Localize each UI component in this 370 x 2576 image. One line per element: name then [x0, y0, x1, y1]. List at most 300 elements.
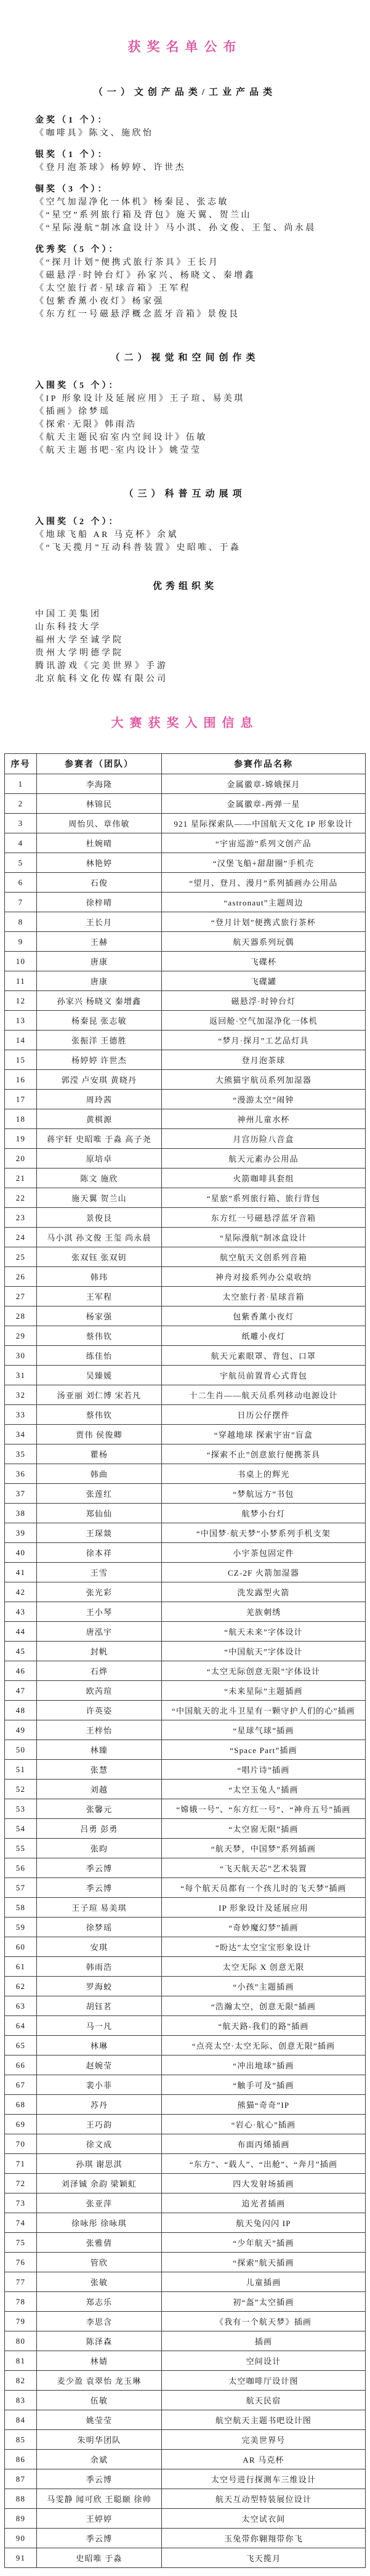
table-row — [5, 1287, 366, 1306]
table-row — [5, 2115, 366, 2134]
org-item: 腾讯游戏《完美世界》手游 — [35, 662, 168, 671]
cell-index: 77 — [5, 2272, 37, 2292]
cell-index: 23 — [5, 1208, 37, 1228]
table-row — [5, 1937, 366, 1957]
table-row — [5, 1977, 366, 1996]
cell-team: 王赫 — [37, 932, 162, 952]
cell-index: 82 — [5, 2371, 37, 2391]
org-item: 山东科技大学 — [35, 623, 102, 632]
cell-index: 89 — [5, 2509, 37, 2529]
cell-work: “探索不止”创意旅行便携茶具 — [162, 1444, 366, 1464]
cell-work: “盼达”太空宝宝形象设计 — [162, 1937, 366, 1957]
cell-work: “Space Part”插画 — [162, 1740, 366, 1760]
cell-work: 神舟对接系列办公桌收纳 — [162, 1267, 366, 1287]
cell-index: 22 — [5, 1188, 37, 1208]
cell-index: 54 — [5, 1819, 37, 1839]
cell-index: 47 — [5, 1681, 37, 1701]
cell-work: 《我有一个航天梦》插画 — [162, 2312, 366, 2331]
table-row — [5, 2430, 366, 2450]
cell-team: 李海隆 — [37, 774, 162, 794]
cell-team: 管欣 — [37, 2253, 162, 2272]
table-row — [5, 893, 366, 912]
cell-team: 王长月 — [37, 912, 162, 932]
table-row — [5, 2529, 366, 2548]
table-row — [5, 991, 366, 1011]
cell-work: “航天梦，中国梦”系列插画 — [162, 1839, 366, 1858]
cell-work: 儿童插画 — [162, 2272, 366, 2292]
cell-work: “星际漫航”制冰盒设计 — [162, 1228, 366, 1247]
cell-team: 吕勇 彭勇 — [37, 1819, 162, 1839]
cell-index: 16 — [5, 1070, 37, 1090]
award-entry: 《太空旅行者·星球音箱》王军程 — [35, 284, 191, 293]
cell-team: 张光彩 — [37, 1582, 162, 1602]
cell-team: 蔡伟钦 — [37, 1326, 162, 1346]
cell-work: “唱片诗”插画 — [162, 1760, 366, 1780]
cell-work: “星球气球”插画 — [162, 1720, 366, 1740]
cell-team: 王梓怡 — [37, 1720, 162, 1740]
cell-index: 83 — [5, 2391, 37, 2410]
table-row — [5, 853, 366, 873]
cell-team: 赵婉莹 — [37, 2056, 162, 2075]
cell-team: 王雪 — [37, 1563, 162, 1582]
cell-work: “太空玉兔人”插画 — [162, 1780, 366, 1799]
table-row — [5, 2509, 366, 2529]
cell-work: “梦月·探月”工艺品灯具 — [162, 1031, 366, 1050]
cell-work: “冲出地球”插画 — [162, 2056, 366, 2075]
table-row — [5, 2469, 366, 2489]
table-row — [5, 2193, 366, 2213]
cell-team: 蒋宇轩 史昭唯 于淼 高子尧 — [37, 1129, 162, 1149]
table-row — [5, 2253, 366, 2272]
cell-index: 68 — [5, 2095, 37, 2115]
cell-index: 57 — [5, 1878, 37, 1898]
cell-index: 36 — [5, 1464, 37, 1484]
cell-team: 麦少盈 袁翠怡 龙玉琳 — [37, 2371, 162, 2391]
cell-team: 王军程 — [37, 1287, 162, 1306]
award-entry: 《空气加湿净化一体机》杨秦昆、张志敏 — [35, 198, 229, 207]
cell-team: 陈文 施欣 — [37, 1169, 162, 1188]
cell-work: 羌族刺绣 — [162, 1602, 366, 1622]
cell-index: 13 — [5, 1011, 37, 1031]
cell-index: 75 — [5, 2233, 37, 2253]
cell-index: 44 — [5, 1622, 37, 1642]
cell-team: 杨婷婷 许世杰 — [37, 1050, 162, 1070]
cell-team: 姚莹莹 — [37, 2410, 162, 2430]
cell-work: 日历公仔摆件 — [162, 1405, 366, 1425]
cell-work: 飞碟罐 — [162, 971, 366, 991]
cell-team: 马一凡 — [37, 2016, 162, 2036]
cell-index: 38 — [5, 1504, 37, 1523]
cell-index: 43 — [5, 1602, 37, 1622]
award-group-label: 入围奖（2 个）： — [35, 517, 120, 527]
cell-index: 11 — [5, 971, 37, 991]
table-row — [5, 1031, 366, 1050]
cell-work: “中国梦·航天梦”小梦系列手机支架 — [162, 1523, 366, 1543]
table-row — [5, 833, 366, 853]
table-row — [5, 2391, 366, 2410]
table-row — [5, 794, 366, 814]
finalists-title: 大赛获奖入围信息 — [111, 716, 259, 730]
cell-work: 磁悬浮·时钟台灯 — [162, 991, 366, 1011]
award-group — [35, 243, 358, 321]
cell-work: “漫游太空”闹钟 — [162, 1090, 366, 1109]
table-row — [5, 814, 366, 833]
cell-team: 张振洋 王德胜 — [37, 1031, 162, 1050]
cell-work: 月宫历险八音盒 — [162, 1129, 366, 1149]
award-entry: 《东方红一号磁悬浮概念蓝牙音箱》景俊艮 — [35, 310, 240, 319]
award-entry: 《咖啡具》陈文、施欣怡 — [35, 129, 154, 138]
cell-index: 17 — [5, 1090, 37, 1109]
award-entry: 《“飞天揽月”互动科普装置》史昭唯、于淼 — [35, 543, 241, 553]
cell-work: “探索”航天插画 — [162, 2253, 366, 2272]
cell-index: 69 — [5, 2115, 37, 2134]
cell-work: “航天路-我们的路”插画 — [162, 2016, 366, 2036]
cell-team: 景俊艮 — [37, 1208, 162, 1228]
table-row — [5, 1366, 366, 1385]
cell-team: 林婧 — [37, 2351, 162, 2371]
cell-work: “太空窗无限”插画 — [162, 1819, 366, 1839]
cell-work: “小孩”主题插画 — [162, 1977, 366, 1996]
cell-team: 欧芮瑄 — [37, 1681, 162, 1701]
cell-index: 90 — [5, 2529, 37, 2548]
cell-work: 东方红一号磁悬浮蓝牙音箱 — [162, 1208, 366, 1228]
cell-index: 63 — [5, 1996, 37, 2016]
cell-team: 张昀 — [37, 1839, 162, 1858]
cell-team: 陈泽森 — [37, 2331, 162, 2351]
cell-team: 王琛燚 — [37, 1523, 162, 1543]
table-row — [5, 2312, 366, 2331]
award-entry: 《包紫香薰小夜灯》杨家强 — [35, 297, 164, 306]
cell-work: 洗发露型火箭 — [162, 1582, 366, 1602]
cell-team: 朱明华团队 — [37, 2430, 162, 2450]
cell-team: 徐梓晴 — [37, 893, 162, 912]
table-row — [5, 1799, 366, 1819]
cell-index: 85 — [5, 2430, 37, 2450]
org-item: 北京航科文化传媒有限公司 — [35, 674, 168, 684]
cell-work: IP 形象设计及延展应用 — [162, 1898, 366, 1918]
table-row — [5, 1839, 366, 1858]
cell-team: 孙琪 谢思淇 — [37, 2154, 162, 2174]
award-entry: 《IP 形象设计及延展应用》王子瑄、易美琪 — [35, 394, 245, 403]
cell-index: 31 — [5, 1366, 37, 1385]
table-row — [5, 1109, 366, 1129]
cell-team: 李思含 — [37, 2312, 162, 2331]
award-group — [35, 148, 358, 174]
cell-index: 66 — [5, 2056, 37, 2075]
cell-work: “奇妙魔幻梦”插画 — [162, 1918, 366, 1937]
award-group — [35, 183, 358, 235]
cell-work: “望月、登月、漫月”系列插画办公用品 — [162, 873, 366, 893]
cell-work: 完美世界号 — [162, 2430, 366, 2450]
awards-announcement-title: 获奖名单公布 — [127, 39, 243, 54]
table-row — [5, 1898, 366, 1918]
cell-team: 刘越 — [37, 1780, 162, 1799]
cell-work: CZ-2F 火箭加湿器 — [162, 1563, 366, 1582]
cell-work: 纸雕小夜灯 — [162, 1326, 366, 1346]
table-row — [5, 1149, 366, 1169]
table-row — [5, 1582, 366, 1602]
cell-index: 78 — [5, 2292, 37, 2312]
org-item: 中国工美集团 — [35, 610, 102, 619]
table-row — [5, 1050, 366, 1070]
table-row — [5, 912, 366, 932]
cell-team: 杨秦昆 张志敏 — [37, 1011, 162, 1031]
table-row — [5, 1425, 366, 1444]
cell-index: 14 — [5, 1031, 37, 1050]
cell-index: 55 — [5, 1839, 37, 1858]
cell-work: 太空咖啡厅设计图 — [162, 2371, 366, 2391]
table-row — [5, 1444, 366, 1464]
cell-team: 许英姿 — [37, 1701, 162, 1720]
cell-work: 追光者插画 — [162, 2193, 366, 2213]
cell-work: 金属徽章-嫦娥探月 — [162, 774, 366, 794]
cell-team: 汤亚丽 刘仁博 宋若凡 — [37, 1385, 162, 1405]
cell-work: 空间设计 — [162, 2351, 366, 2371]
cell-index: 1 — [5, 774, 37, 794]
cell-index: 74 — [5, 2213, 37, 2233]
cell-index: 4 — [5, 833, 37, 853]
cell-work: 航天民宿 — [162, 2391, 366, 2410]
table-row — [5, 873, 366, 893]
cell-work: 航空航天主题书吧设计图 — [162, 2410, 366, 2430]
cell-work: 包紫香薰小夜灯 — [162, 1306, 366, 1326]
cell-index: 60 — [5, 1937, 37, 1957]
table-row — [5, 2371, 366, 2391]
cell-work: 宇航员前置背心式背包 — [162, 1366, 366, 1385]
table-row — [5, 1661, 366, 1681]
cell-work: 飞天揽月 — [162, 2548, 366, 2568]
cell-work: “每个航天员都有一个孩儿时的飞天梦”插画 — [162, 1878, 366, 1898]
award-group-label: 优秀奖（5 个）： — [35, 245, 120, 254]
table-row — [5, 1070, 366, 1090]
org-item: 贵州大学明德学院 — [35, 649, 124, 658]
cell-work: 航梦小台灯 — [162, 1504, 366, 1523]
cell-work: “嫦娥一号”、“东方红一号”、“神舟五号”插画 — [162, 1799, 366, 1819]
award-group-label: 入围奖（5 个）： — [35, 381, 120, 391]
table-row — [5, 1878, 366, 1898]
table-row — [5, 1208, 366, 1228]
cell-team: 苏丹 — [37, 2095, 162, 2115]
cell-team: 韩雨浩 — [37, 1957, 162, 1977]
cell-index: 19 — [5, 1129, 37, 1149]
cell-team: 林锦民 — [37, 794, 162, 814]
table-row — [5, 2036, 366, 2056]
cell-index: 64 — [5, 2016, 37, 2036]
cell-team: 胡钰茗 — [37, 1996, 162, 2016]
cell-index: 24 — [5, 1228, 37, 1247]
cell-index: 26 — [5, 1267, 37, 1287]
cell-index: 86 — [5, 2450, 37, 2469]
cell-work: “未来星际”主题插画 — [162, 1681, 366, 1701]
cell-work: 神州儿童水杯 — [162, 1109, 366, 1129]
table-row — [5, 1543, 366, 1563]
cell-index: 39 — [5, 1523, 37, 1543]
cell-team: 练佳怡 — [37, 1346, 162, 1366]
cell-team: 杨家强 — [37, 1306, 162, 1326]
cell-team: 王巧韵 — [37, 2115, 162, 2134]
table-row — [5, 1267, 366, 1287]
table-row — [5, 1464, 366, 1484]
cell-work: 航空航天文创系列音箱 — [162, 1247, 366, 1267]
cell-team: 石俊 — [37, 873, 162, 893]
cell-index: 65 — [5, 2036, 37, 2056]
award-group — [35, 516, 358, 554]
cell-work: “梦航远方”书包 — [162, 1484, 366, 1504]
cell-work: “少年航天”插画 — [162, 2233, 366, 2253]
cell-work: 熊猫“奇奇”IP — [162, 2095, 366, 2115]
table-row — [5, 2331, 366, 2351]
cell-team: 王子瑄 易美琪 — [37, 1898, 162, 1918]
cell-team: 唐康 — [37, 971, 162, 991]
cell-team: 周怡贝、章伟敏 — [37, 814, 162, 833]
award-group — [35, 379, 358, 457]
table-row — [5, 2056, 366, 2075]
table-row — [5, 2154, 366, 2174]
cell-work: 火箭咖啡具套组 — [162, 1169, 366, 1188]
cell-index: 62 — [5, 1977, 37, 1996]
cell-work: 太空试衣间 — [162, 2509, 366, 2529]
table-row — [5, 1780, 366, 1799]
cell-team: 蔡伟钦 — [37, 1405, 162, 1425]
award-entry: 《“星空”系列旅行箱及背包》施天翼、贺兰山 — [35, 211, 252, 220]
cell-index: 20 — [5, 1149, 37, 1169]
cell-work: “星旅”系列旅行箱、旅行背包 — [162, 1188, 366, 1208]
award-group-label: 铜奖（3 个）： — [35, 185, 109, 194]
cell-index: 42 — [5, 1582, 37, 1602]
cell-index: 73 — [5, 2193, 37, 2213]
cell-index: 12 — [5, 991, 37, 1011]
cell-work: 大熊猫宇航员系列加湿器 — [162, 1070, 366, 1090]
section-heading: （一）文创产品类/工业产品类 — [93, 87, 277, 97]
table-row — [5, 2016, 366, 2036]
cell-index: 70 — [5, 2134, 37, 2154]
table-row — [5, 2410, 366, 2430]
cell-team: 史昭唯 于淼 — [37, 2548, 162, 2568]
table-row — [5, 1642, 366, 1661]
cell-index: 28 — [5, 1306, 37, 1326]
cell-index: 15 — [5, 1050, 37, 1070]
cell-team: 施天翼 贺兰山 — [37, 1188, 162, 1208]
cell-team: 徐本祥 — [37, 1543, 162, 1563]
cell-team: 林琳 — [37, 2036, 162, 2056]
finalists-table — [4, 753, 366, 2568]
table-row — [5, 1346, 366, 1366]
cell-index: 88 — [5, 2489, 37, 2509]
cell-work: 初“盔”太空插画 — [162, 2292, 366, 2312]
award-entry: 《航天主题书吧·室内设计》姚莹莹 — [35, 446, 202, 455]
cell-index: 34 — [5, 1425, 37, 1444]
cell-index: 91 — [5, 2548, 37, 2568]
award-groups — [0, 379, 370, 457]
cell-index: 79 — [5, 2312, 37, 2331]
table-row — [5, 1385, 366, 1405]
cell-work: 四大发射场插画 — [162, 2174, 366, 2193]
table-row — [5, 1996, 366, 2016]
cell-team: 郑仙仙 — [37, 1504, 162, 1523]
cell-work: 书桌上的辉光 — [162, 1464, 366, 1484]
cell-index: 32 — [5, 1385, 37, 1405]
table-row — [5, 1011, 366, 1031]
cell-work: 金属徽章-两弹一星 — [162, 794, 366, 814]
table-row — [5, 2134, 366, 2154]
cell-index: 29 — [5, 1326, 37, 1346]
section-heading: （三）科普互动展项 — [124, 489, 246, 499]
cell-work: “东方”、“载人”、“出舱”、“奔月”插画 — [162, 2154, 366, 2174]
cell-team: 吴臻媛 — [37, 1366, 162, 1385]
cell-work: 太空号进行探测车三维设计 — [162, 2469, 366, 2489]
table-row — [5, 2174, 366, 2193]
cell-team: 韩曲 — [37, 1464, 162, 1484]
table-row — [5, 1484, 366, 1504]
award-groups — [0, 516, 370, 554]
cell-work: 航天互动型特装展位设计 — [162, 2489, 366, 2509]
cell-team: 张馨元 — [37, 1799, 162, 1819]
table-row — [5, 1129, 366, 1149]
cell-index: 41 — [5, 1563, 37, 1582]
cell-index: 49 — [5, 1720, 37, 1740]
cell-team: 封帆 — [37, 1642, 162, 1661]
header-no: 序号 — [5, 754, 37, 774]
cell-work: “中国航天的北斗卫星有一颗守护人们的心”插画 — [162, 1701, 366, 1720]
cell-index: 52 — [5, 1780, 37, 1799]
org-item: 福州大学至诚学院 — [35, 636, 124, 645]
cell-index: 45 — [5, 1642, 37, 1661]
cell-index: 27 — [5, 1287, 37, 1306]
table-row — [5, 1188, 366, 1208]
cell-index: 5 — [5, 853, 37, 873]
cell-team: 黄棋源 — [37, 1109, 162, 1129]
cell-index: 7 — [5, 893, 37, 912]
cell-team: 徐梦瑶 — [37, 1918, 162, 1937]
award-group-label: 金奖（1 个）： — [35, 116, 109, 125]
cell-index: 6 — [5, 873, 37, 893]
cell-index: 18 — [5, 1109, 37, 1129]
cell-index: 50 — [5, 1740, 37, 1760]
cell-team: 林臻 — [37, 1740, 162, 1760]
cell-index: 59 — [5, 1918, 37, 1937]
cell-index: 53 — [5, 1799, 37, 1819]
cell-team: 唐康 — [37, 952, 162, 971]
cell-work: 插画 — [162, 2331, 366, 2351]
table-row — [5, 1228, 366, 1247]
cell-index: 21 — [5, 1169, 37, 1188]
cell-index: 37 — [5, 1484, 37, 1504]
table-row — [5, 1306, 366, 1326]
table-row — [5, 1326, 366, 1346]
table-row — [5, 1819, 366, 1839]
table-row — [5, 1169, 366, 1188]
cell-team: 唐泓宇 — [37, 1622, 162, 1642]
award-entry: 《航天主题民宿室内空间设计》伍敏 — [35, 433, 207, 442]
cell-work: 航天器系列玩偶 — [162, 932, 366, 952]
table-row — [5, 2292, 366, 2312]
table-row — [5, 2351, 366, 2371]
table-row — [5, 1405, 366, 1425]
cell-team: 石烨 — [37, 1661, 162, 1681]
org-award-block — [0, 554, 370, 686]
cell-index: 30 — [5, 1346, 37, 1366]
cell-team: 罗海蛟 — [37, 1977, 162, 1996]
cell-index: 46 — [5, 1661, 37, 1681]
cell-work: “中国航天”字体设计 — [162, 1642, 366, 1661]
table-row — [5, 1858, 366, 1878]
cell-team: 林艳婷 — [37, 853, 162, 873]
cell-index: 25 — [5, 1247, 37, 1267]
cell-index: 58 — [5, 1898, 37, 1918]
cell-index: 81 — [5, 2351, 37, 2371]
table-row — [5, 1957, 366, 1977]
cell-team: 杜婉晴 — [37, 833, 162, 853]
